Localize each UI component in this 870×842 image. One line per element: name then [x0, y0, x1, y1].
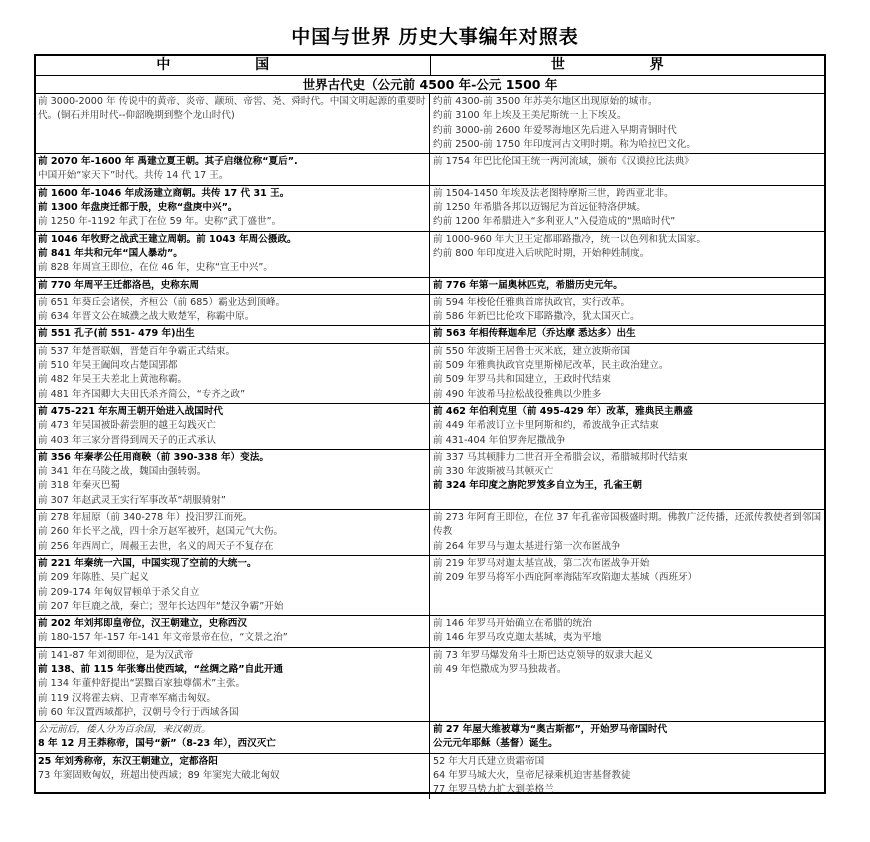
world-event-cell [430, 754, 824, 799]
table-row [36, 326, 824, 343]
china-event-cell [36, 450, 430, 509]
table-row [36, 232, 824, 278]
table-row [36, 510, 824, 556]
china-event-cell [36, 754, 430, 799]
event-line: 52 年大月氏建立贵霜帝国 [433, 755, 545, 767]
event-line: 前 563 年相传释迦牟尼（乔达摩 悉达多）出生 [433, 328, 636, 340]
event-line: 前 770 年周平王迁都洛邑，史称东周 [38, 279, 200, 291]
event-line: 前 403 年三家分晋得到周天子的正式承认 [38, 434, 216, 446]
table-header [36, 56, 824, 76]
event-line: 前 594 年梭伦任雅典首席执政官，实行改革。 [433, 296, 631, 308]
event-line: 约前 2500-前 1750 年印度河古文明时期。称为哈拉巴文化。 [433, 138, 696, 150]
page-title: 中国与世界 历史大事编年对照表 [291, 26, 579, 48]
event-line: 前 318 年秦灭巴蜀 [38, 480, 120, 492]
event-line: 公元元年耶稣（基督）诞生。 [433, 738, 558, 750]
event-line: 公元前后，倭人分为百余国，来汉朝贡。 [38, 724, 211, 736]
event-line: 前 73 年罗马爆发角斗士斯巴达克领导的奴隶大起义 [433, 649, 653, 661]
event-line: 前 509 年罗马共和国建立，王政时代结束 [433, 374, 611, 386]
world-event-cell [430, 510, 824, 555]
china-event-cell [36, 404, 430, 449]
event-line: 前 1046 年牧野之战武王建立周朝。前 1043 年周公摄政。 [38, 233, 297, 245]
event-line: 前 1504-1450 年埃及法老图特摩斯三世，跨西亚北非。 [433, 187, 674, 199]
event-line: 约前 3000-前 2600 年爱琴海地区先后进入早期青铜时代 [433, 124, 677, 136]
china-event-cell [36, 94, 430, 153]
event-line: 前 264 年罗马与迦太基进行第一次布匿战争 [433, 540, 621, 552]
event-line: 前 278 年屈原（前 340-278 年）投汨罗江而死。 [38, 512, 253, 524]
event-line: 前 475-221 年东周王朝开始进入战国时代 [38, 405, 224, 417]
event-line: 前 634 年晋文公在城濮之战大败楚军，称霸中原。 [38, 311, 255, 323]
event-line: 前 207 年巨鹿之战，秦亡；翌年长达四年“楚汉争霸”开始 [38, 600, 284, 612]
event-line: 前 134 年董仲舒提出“罢黜百家独尊儒术”主张。 [38, 678, 246, 690]
world-event-cell [430, 344, 824, 403]
event-line: 前 341 年在马陵之战，魏国由强转弱。 [38, 466, 207, 478]
event-line: 73 年窦固败匈奴，班超出使西域；89 年窦宪大破北匈奴 [38, 770, 280, 782]
china-event-cell [36, 154, 430, 185]
china-event-cell [36, 278, 430, 294]
event-line: 前 551 孔子(前 551- 479 年)出生 [38, 328, 195, 340]
china-event-cell [36, 326, 430, 342]
event-line: 前 449 年希波订立卡里阿斯和约，希波战争正式结束 [433, 420, 659, 432]
table-body [36, 94, 824, 796]
china-event-cell [36, 556, 430, 615]
event-line: 前 462 年伯利克里（前 495-429 年）改革，雅典民主鼎盛 [433, 405, 693, 417]
event-line: 前 138、前 115 年张骞出使西域，“丝绸之路”自此开通 [38, 663, 283, 675]
table-row [36, 616, 824, 648]
world-event-cell [430, 295, 824, 326]
world-event-cell [430, 648, 824, 721]
world-event-cell [430, 154, 824, 185]
event-line: 77 年罗马势力扩大到美格兰 [433, 784, 554, 796]
event-line: 前 482 年吴王夫差北上黄池称霸。 [38, 374, 188, 386]
event-line: 前 146 年罗马攻克迦太基城，夷为平地 [433, 632, 602, 644]
event-line: 中国开始“家天下”时代。共传 14 代 17 王。 [38, 170, 229, 182]
event-line: 约前 4300-前 3500 年苏美尔地区出现原始的城市。 [433, 96, 658, 107]
event-line: 约前 800 年印度进入后吠陀时期，开始种姓制度。 [433, 247, 650, 259]
world-event-cell [430, 232, 824, 277]
event-line: 约前 3100 年上埃及王美尼斯统一上下埃及。 [433, 110, 627, 122]
table-row [36, 556, 824, 616]
event-line: 前 273 年阿育王即位，在位 37 年孔雀帝国极盛时期。佛教广泛传播，还派传教使者到邻国传教 [433, 512, 822, 538]
china-event-cell [36, 648, 430, 721]
world-event-cell [430, 556, 824, 615]
china-event-cell [36, 616, 430, 647]
event-line: 前 49 年恺撒成为罗马独裁者。 [433, 663, 567, 675]
event-line: 前 1250 年希腊各邦以迈锡尼为首远征特洛伊城。 [433, 202, 646, 214]
event-line: 前 324 年印度之旃陀罗笈多自立为王，孔雀王朝 [433, 480, 642, 492]
world-event-cell [430, 616, 824, 647]
event-line: 前 550 年波斯王居鲁士灭米底，建立波斯帝国 [433, 345, 631, 357]
event-line: 前 180-157 年-157 年-141 年文帝景帝在位，“文景之治” [38, 632, 288, 644]
table-row [36, 186, 824, 232]
chronology-table [34, 54, 826, 794]
event-line: 前 509 年雅典执政官克里斯梯尼改革，民主政治建立。 [433, 360, 669, 372]
event-line: 前 60 年汉置西域都护，汉朝号令行于西域各国 [38, 706, 239, 718]
event-line: 前 202 年刘邦即皇帝位，汉王朝建立，史称西汉 [38, 618, 247, 630]
china-event-cell [36, 232, 430, 277]
world-event-cell [430, 450, 824, 509]
table-row [36, 754, 824, 799]
table-row [36, 295, 824, 327]
event-line: 前 431-404 年伯罗奔尼撒战争 [433, 434, 566, 446]
event-line: 前 828 年周宣王即位，在位 46 年，史称“宣王中兴”。 [38, 262, 273, 274]
era-subheader: 世界古代史（公元前 4500 年-公元 1500 年 [36, 76, 824, 94]
event-line: 前 841 年共和元年“国人暴动”。 [38, 247, 183, 259]
china-event-cell [36, 295, 430, 326]
event-line: 前 221 年秦统一六国，中国实现了空前的大统一。 [38, 557, 257, 569]
table-row [36, 450, 824, 510]
event-line: 前 307 年赵武灵王实行军事改革“胡服骑射” [38, 494, 226, 506]
event-line: 前 219 年罗马对迦太基宣战，第二次布匿战争开始 [433, 557, 650, 569]
world-event-cell [430, 722, 824, 753]
event-line: 前 141-87 年刘彻即位，是为汉武帝 [38, 649, 194, 661]
event-line: 前 2070 年-1600 年 禹建立夏王朝。其子启继位称“夏后”. [38, 156, 298, 168]
event-line: 前 651 年葵丘会诸侯，齐桓公（前 685）霸业达到顶峰。 [38, 296, 286, 308]
event-line: 前 776 年第一届奥林匹克，希腊历史元年。 [433, 279, 623, 291]
header-world: 世 界 [550, 57, 704, 73]
event-line: 64 年罗马城大火，皇帝尼禄乘机迫害基督教徒 [433, 770, 631, 782]
table-row [36, 648, 824, 722]
china-event-cell [36, 722, 430, 753]
event-line: 前 3000-2000 年 传说中的黄帝、炎帝、颛顼、帝喾、尧、舜时代。中国文明起源的重要时代。(铜石并用时代--仰韶晚期到整个龙山时代) [38, 96, 426, 122]
table-row [36, 344, 824, 404]
china-event-cell [36, 510, 430, 555]
world-event-cell [430, 326, 824, 342]
event-line: 前 1000-960 年大卫王定都耶路撒冷，统一以色列和犹太国家。 [433, 233, 706, 245]
header-china: 中 国 [36, 56, 431, 75]
china-event-cell [36, 344, 430, 403]
event-line: 前 1300 年盘庚迁都于殷，史称“盘庚中兴”。 [38, 202, 238, 214]
event-line: 前 209 年罗马将军小西庇阿率海陆军攻陷迦太基城（西班牙） [433, 572, 698, 584]
china-event-cell [36, 186, 430, 231]
world-event-cell [430, 186, 824, 231]
event-line: 前 119 汉将霍去病、卫青率军痛击匈奴。 [38, 692, 216, 704]
table-row [36, 94, 824, 154]
event-line: 前 209 年陈胜、吴广起义 [38, 572, 149, 584]
event-line: 前 586 年新巴比伦攻下耶路撒冷，犹太国灭亡。 [433, 311, 640, 323]
event-line: 前 1600 年-1046 年成汤建立商朝。共传 17 代 31 王。 [38, 187, 290, 199]
event-line: 前 1250 年-1192 年武丁在位 59 年。史称“武丁盛世”。 [38, 216, 282, 228]
event-line: 前 146 年罗马开始确立在希腊的统治 [433, 618, 592, 630]
table-row [36, 722, 824, 754]
event-line: 前 209-174 年匈奴冒顿单于杀父自立 [38, 586, 200, 598]
table-row [36, 278, 824, 295]
table-row [36, 404, 824, 450]
table-row [36, 154, 824, 186]
event-line: 约前 1200 年希腊进入“多利亚人”入侵造成的“黑暗时代” [433, 216, 676, 228]
event-line: 前 260 年长平之战，四十余万赵军被歼，赵国元气大伤。 [38, 526, 284, 538]
world-event-cell [430, 404, 824, 449]
event-line: 前 356 年秦孝公任用商鞅（前 390-338 年）变法。 [38, 451, 269, 463]
event-line: 前 330 年波斯被马其顿灭亡 [433, 466, 554, 478]
event-line: 前 490 年波希马拉松战役雅典以少胜多 [433, 388, 602, 400]
event-line: 前 481 年齐国卿大夫田氏杀齐简公，“专齐之政” [38, 388, 246, 400]
event-line: 前 1754 年巴比伦国王统一两河流域，颁布《汉谟拉比法典》 [433, 156, 694, 168]
event-line: 8 年 12 月王莽称帝，国号“新”（8-23 年），西汉灭亡 [38, 738, 276, 750]
world-event-cell [430, 278, 824, 294]
event-line: 25 年刘秀称帝，东汉王朝建立，定都洛阳 [38, 755, 218, 767]
event-line: 前 473 年吴国被卧薪尝胆的越王勾践灭亡 [38, 420, 216, 432]
world-event-cell [430, 94, 824, 153]
event-line: 前 337 马其顿腓力二世召开全希腊会议，希腊城邦时代结束 [433, 451, 688, 463]
event-line: 前 27 年屋大维被尊为“奥古斯都”，开始罗马帝国时代 [433, 724, 668, 736]
event-line: 前 256 年西周亡，周赧王去世，名义的周天子不复存在 [38, 540, 274, 552]
event-line: 前 510 年吴王阖闾攻占楚国郢都 [38, 360, 178, 372]
event-line: 前 537 年楚晋联姻，晋楚百年争霸正式结束。 [38, 345, 236, 357]
